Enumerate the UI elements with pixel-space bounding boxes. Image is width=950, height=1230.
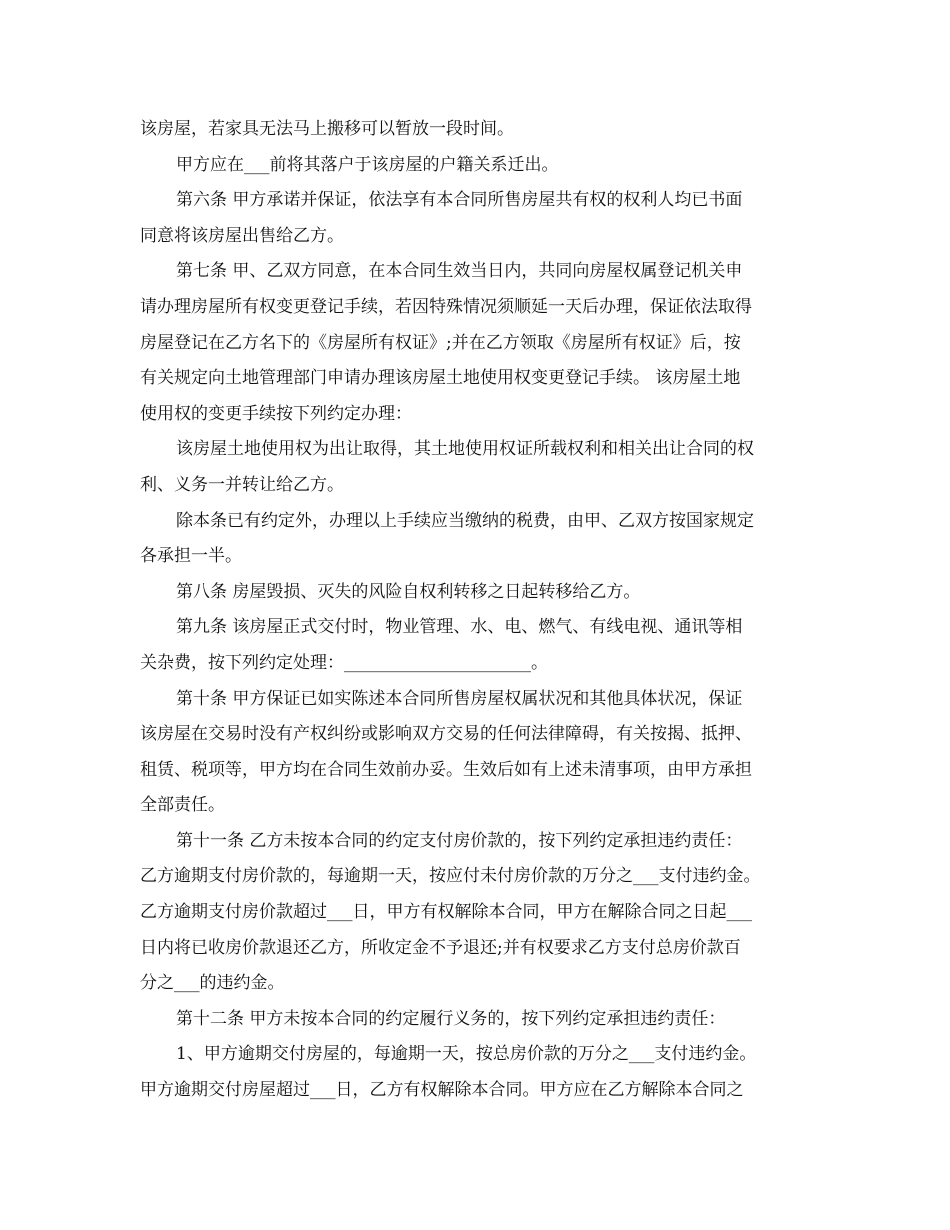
text-line: 甲方逾期交付房屋超过___日，乙方有权解除本合同。甲方应在乙方解除本合同之 — [140, 1080, 744, 1101]
text-line: 各承担一半。 — [140, 546, 242, 567]
text-line: 乙方逾期支付房价款的，每逾期一天，按应付未付房价款的万分之___支付违约金。 — [140, 866, 761, 887]
text-line: 该房屋，若家具无法马上搬移可以暂放一段时间。 — [140, 119, 514, 139]
text-line: 第六条 甲方承诺并保证，依法享有本合同所售房屋共有权的权利人均已书面 — [176, 190, 743, 211]
text-line: 甲方应在___前将其落户于该房屋的户籍关系迁出。 — [176, 154, 559, 175]
text-line: 第七条 甲、乙双方同意，在本合同生效当日内，共同向房屋权属登记机关申 — [176, 261, 743, 282]
text-line: 请办理房屋所有权变更登记手续，若因特殊情况须顺延一天后办理，保证依法取得 — [140, 296, 752, 317]
text-line: 该房屋在交易时没有产权纠纷或影响双方交易的任何法律障碍，有关按揭、抵押、 — [140, 724, 752, 745]
text-line: 第十条 甲方保证已如实陈述本合同所售房屋权属状况和其他具体状况，保证 — [176, 688, 743, 709]
document-body — [140, 112, 840, 1109]
text-line: 有关规定向土地管理部门申请办理该房屋土地使用权变更登记手续。 该房屋土地 — [140, 368, 741, 389]
text-line: 乙方逾期支付房价款超过___日，甲方有权解除本合同，甲方在解除合同之日起___ — [140, 902, 752, 923]
text-line: 第八条 房屋毁损、灭失的风险自权利转移之日起转移给乙方。 — [176, 581, 641, 602]
text-line: 第九条 该房屋正式交付时，物业管理、水、电、燃气、有线电视、通讯等相 — [176, 617, 743, 638]
text-line: 利、义务一并转让给乙方。 — [140, 474, 344, 495]
text-line: 日内将已收房价款退还乙方，所收定金不予退还;并有权要求乙方支付总房价款百 — [140, 937, 741, 958]
text-line: 1、甲方逾期交付房屋的，每逾期一天，按总房价款的万分之___支付违约金。 — [176, 1044, 757, 1065]
text-line: 同意将该房屋出售给乙方。 — [140, 225, 344, 246]
text-line: 第十二条 甲方未按本合同的约定履行义务的，按下列约定承担违约责任： — [176, 1008, 726, 1029]
text-line: 全部责任。 — [140, 795, 225, 816]
text-line: 除本条已有约定外，办理以上手续应当缴纳的税费，由甲、乙双方按国家规定 — [176, 510, 754, 531]
text-line: 该房屋土地使用权为出让取得，其土地使用权证所载权利和相关出让合同的权 — [176, 439, 754, 460]
text-line: 关杂费，按下列约定处理：______________________。 — [140, 652, 548, 673]
text-line: 第十一条 乙方未按本合同的约定支付房价款的，按下列约定承担违约责任： — [176, 830, 743, 851]
text-line: 分之___的违约金。 — [140, 973, 285, 994]
text-line: 使用权的变更手续按下列约定办理： — [140, 403, 412, 424]
text-line: 房屋登记在乙方名下的《房屋所有权证》;并在乙方领取《房屋所有权证》后，按 — [140, 332, 741, 353]
text-line: 租赁、税项等，甲方均在合同生效前办妥。生效后如有上述未清事项，由甲方承担 — [140, 759, 752, 780]
